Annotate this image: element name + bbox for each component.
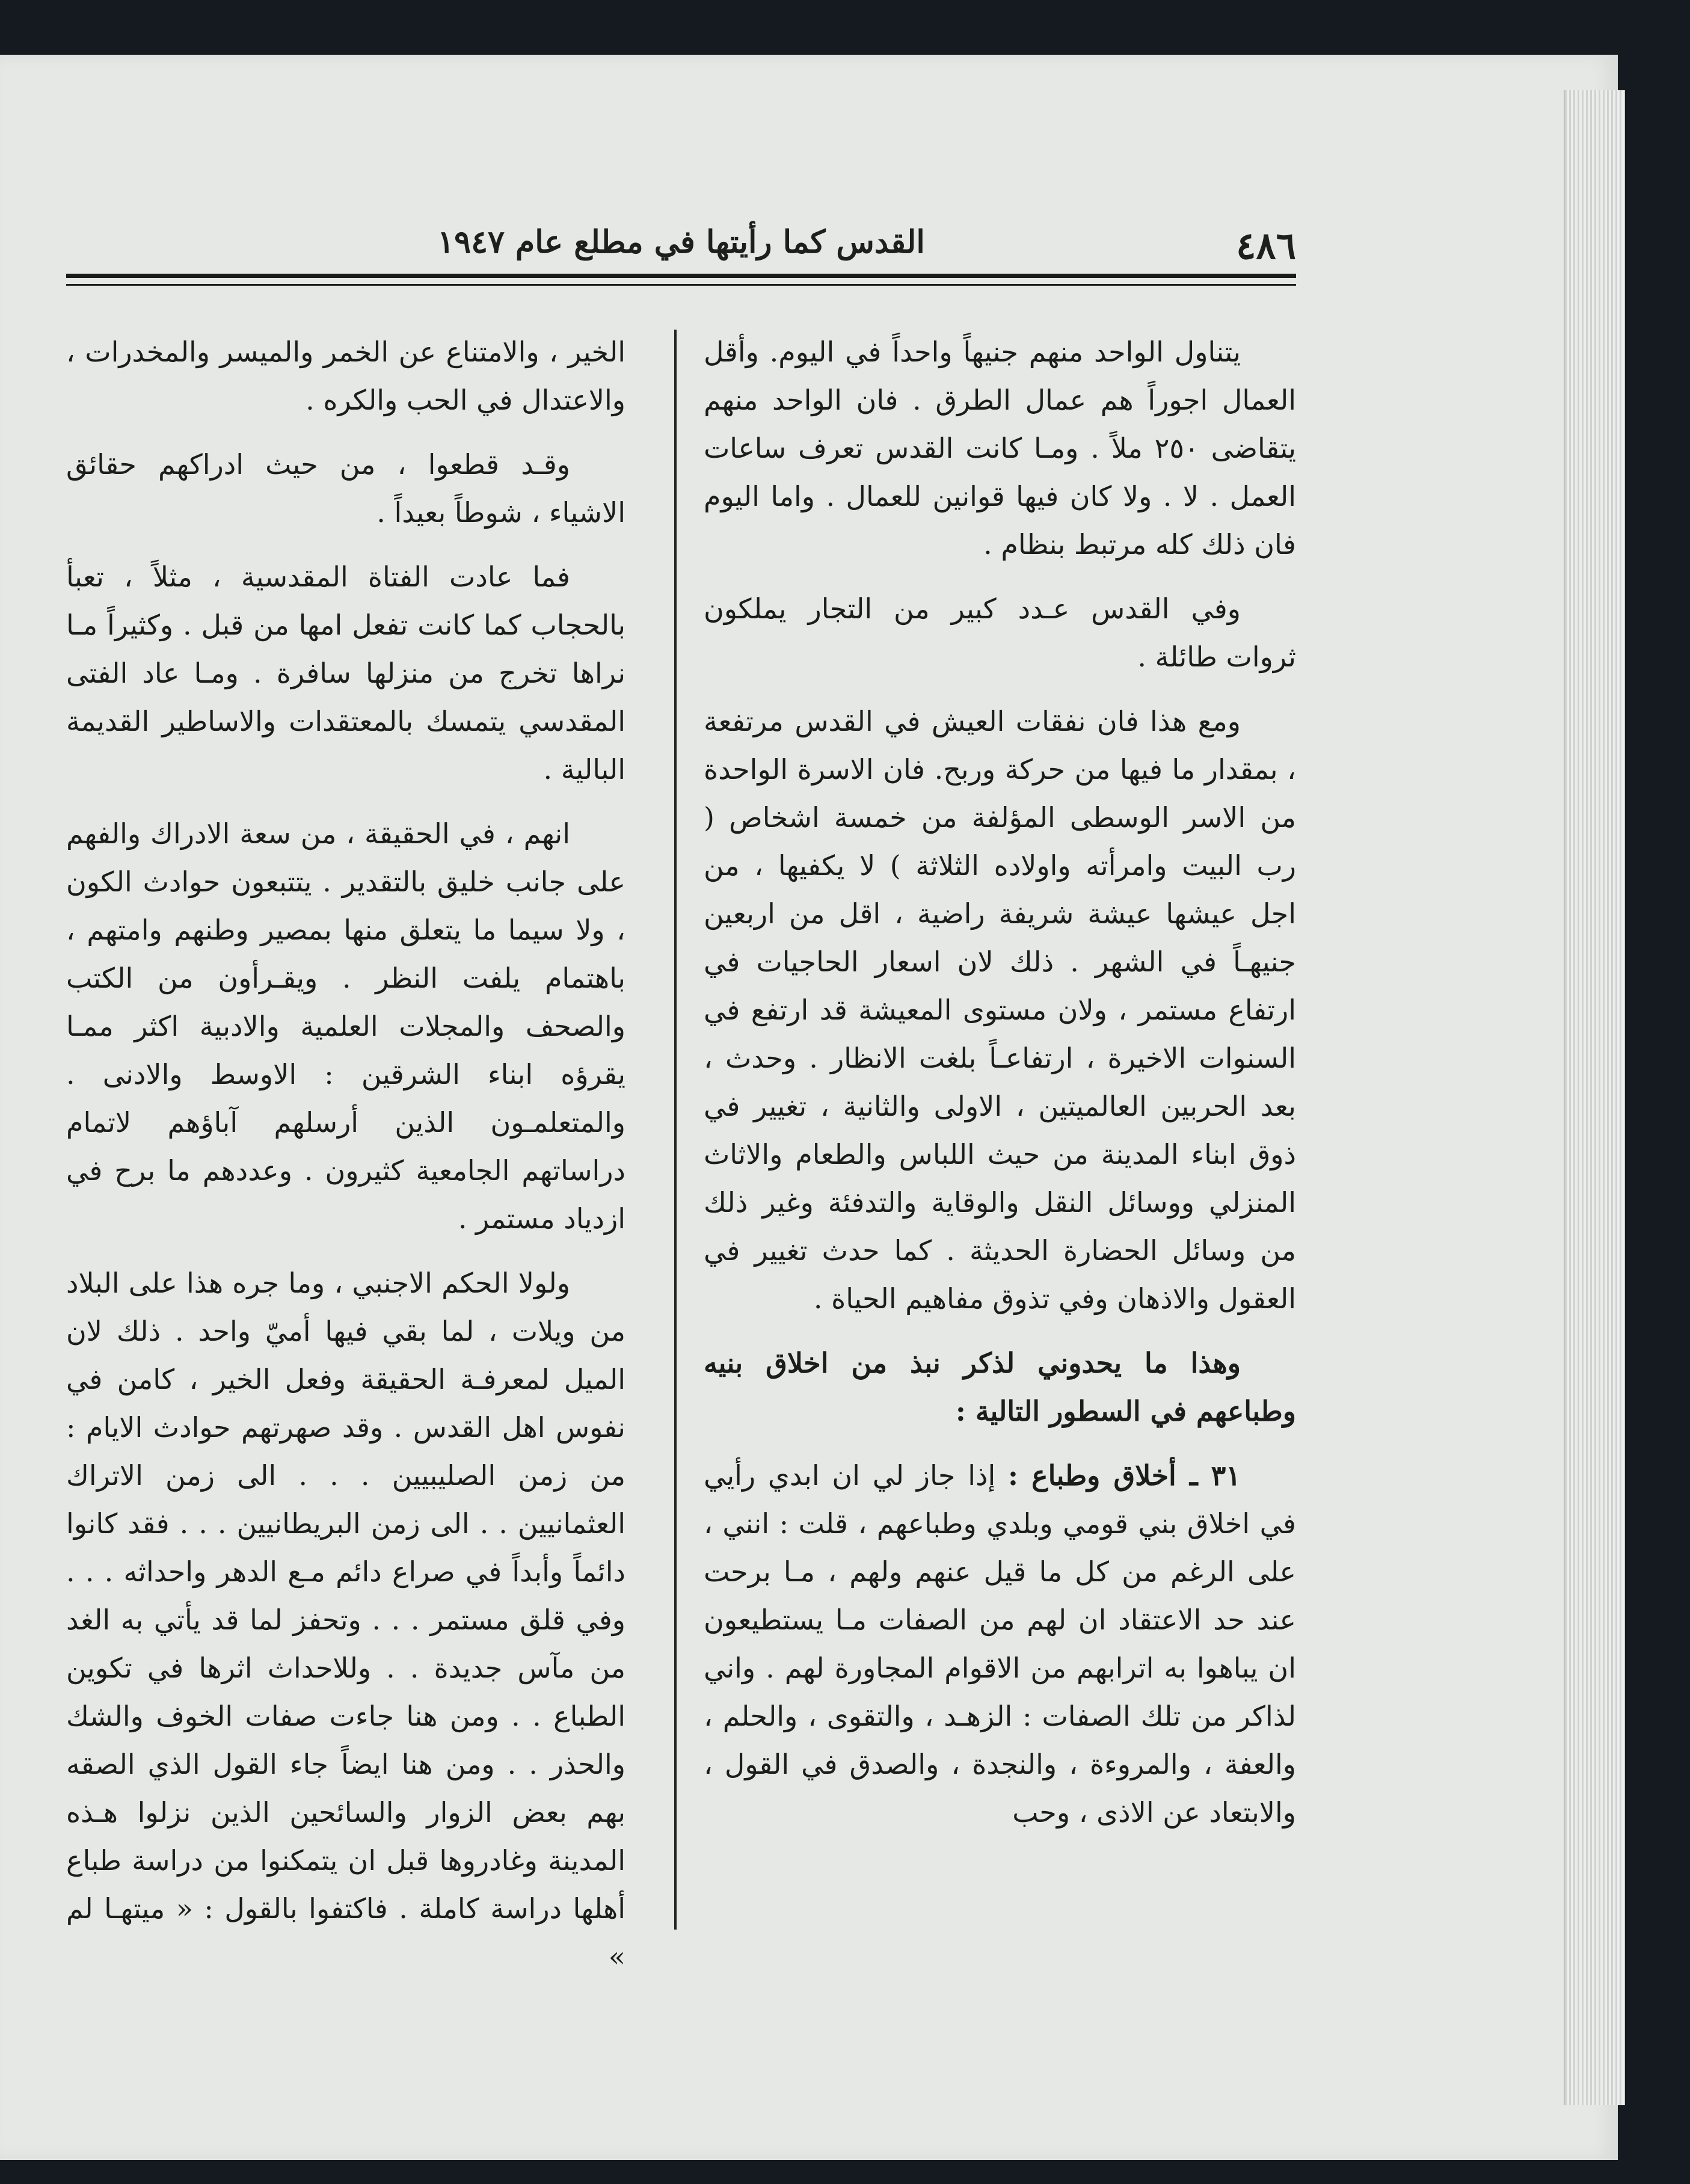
paragraph: انهم ، في الحقيقة ، من سعة الادراك والفهم على جانب خليق بالتقدير . يتتبعون حوادث الكون ، ولا سيما ما يتعلق منها بمصير وطنهم وامتهم ، باهتمام يلفت النظر . ويقـرأون من الكتب والصحف والمجلات العلمية والادبية اكثر ممـا يقرؤه ابناء الشرقين : الاوسط والادنى . والمتعلمـون الذين أرسلهم آباؤهم لاتمام دراساتهم الجامعية كثيرون . وعددهم ما برح في ازدياد مستمر . <box>66 817 625 1235</box>
paragraph: يتناول الواحد منهم جنيهاً واحداً في اليوم. وأقل العمال اجوراً هم عمال الطرق . فان الواحد منهم يتقاضى ٢٥٠ ملاً . ومـا كانت القدس تعرف ساعات العمل . لا . ولا كان فيها قوانين للعمال . واما اليوم فان ذلك كله مرتبط بنظام . <box>704 336 1297 561</box>
paragraph: فما عادت الفتاة المقدسية ، مثلاً ، تعبأ بالحجاب كما كانت تفعل امها من قبل . وكثيراً مـا نراها تخرج من منزلها سافرة . ومـا عاد الفتى المقدسي يتمسك بالمعتقدات والاساطير القديمة البالية . <box>66 561 625 786</box>
page-number: ٤٨٦ <box>1236 224 1296 268</box>
left-column <box>66 328 625 1997</box>
section-heading: ٣١ ـ أخلاق وطباع : <box>1008 1459 1241 1492</box>
paragraph: الخير ، والامتناع عن الخمر والميسر والمخدرات ، والاعتدال في الحب والكره . <box>66 336 625 416</box>
header-rule-thin <box>66 284 1296 286</box>
section-paragraph <box>704 1451 1296 1836</box>
page-block-edge <box>1564 90 1625 2105</box>
column-divider <box>674 330 677 1930</box>
section-text: إذا جاز لي ان ابدي رأيي في اخلاق بني قومي وبلدي وطباعهم ، قلت : انني ، على الرغم من كل ما قيل عنهم ولهم ، مـا برحت عند حد الاعتقاد ان لهم من الصفات مـا يستطيعون ان يباهوا به اترابهم من الاقوام المجاورة لهم . واني لذاكر من تلك الصفات : الزهـد ، والتقوى ، والحلم ، والعفة ، والمروءة ، والنجدة ، والصدق في القول ، والابتعاد عن الاذى ، وحب <box>704 1459 1296 1829</box>
header-rule-thick <box>66 274 1296 278</box>
right-column <box>704 328 1296 1853</box>
running-header <box>66 224 1296 272</box>
running-title: القدس كما رأيتها في مطلع عام ١٩٤٧ <box>437 224 925 260</box>
paragraph: ومع هذا فان نفقات العيش في القدس مرتفعة ، بمقدار ما فيها من حركة وربح. فان الاسرة الواحدة من الاسر الوسطى المؤلفة من خمسة اشخاص ( رب البيت وامرأته واولاده الثلاثة ) لا يكفيها ، من اجل عيشها عيشة شريفة راضية ، اقل من اربعين جنيهـاً في الشهر . ذلك لان اسعار الحاجيات في ارتفاع مستمر ، ولان مستوى المعيشة قد ارتفع في السنوات الاخيرة ، ارتفاعـاً بلغت الانظار . وحدث ، بعد الحربين العالميتين ، الاولى والثانية ، تغيير في ذوق ابناء المدينة من حيث اللباس والطعام والاثاث المنزلي ووسائل النقل والوقاية والتدفئة وغير ذلك من وسائل الحضارة الحديثة . كما حدث تغيير في العقول والاذهان وفي تذوق مفاهيم الحياة . <box>704 705 1296 1315</box>
paragraph: ولولا الحكم الاجنبي ، وما جره هذا على البلاد من ويلات ، لما بقي فيها أميّ واحد . ذلك لان الميل لمعرفـة الحقيقة وفعل الخير ، كامن في نفوس اهل القدس . وقد صهرتهم حوادث الايام : من زمن الصليبيين . . . الى زمن الاتراك العثمانيين . . الى زمن البريطانيين . . . فقد كانوا دائماً وأبداً في صراع دائم مـع الدهر واحداثه . . . وفي قلق مستمر . . . وتحفز لما قد يأتي به الغد من مآس جديدة . . وللاحداث اثرها في تكوين الطباع . . ومن هنا جاءت صفات الخوف والشك والحذر . . ومن هنا ايضاً جاء القول الذي الصقه بهم بعض الزوار والسائحين الذين نزلوا هـذه المدينة وغادروها قبل ان يتمكنوا من دراسة طباع أهلها دراسة كاملة . فاكتفوا بالقول : « ميتهـا لم » <box>66 1267 625 1973</box>
paragraph: وفي القدس عـدد كبير من التجار يملكون ثروات طائلة . <box>704 592 1296 673</box>
paragraph: وقـد قطعوا ، من حيث ادراكهم حقائق الاشياء ، شوطاً بعيداً . <box>66 448 625 529</box>
paragraph: وهذا ما يحدوني لذكر نبذ من اخلاق بنيه وطباعهم في السطور التالية : <box>704 1347 1296 1427</box>
